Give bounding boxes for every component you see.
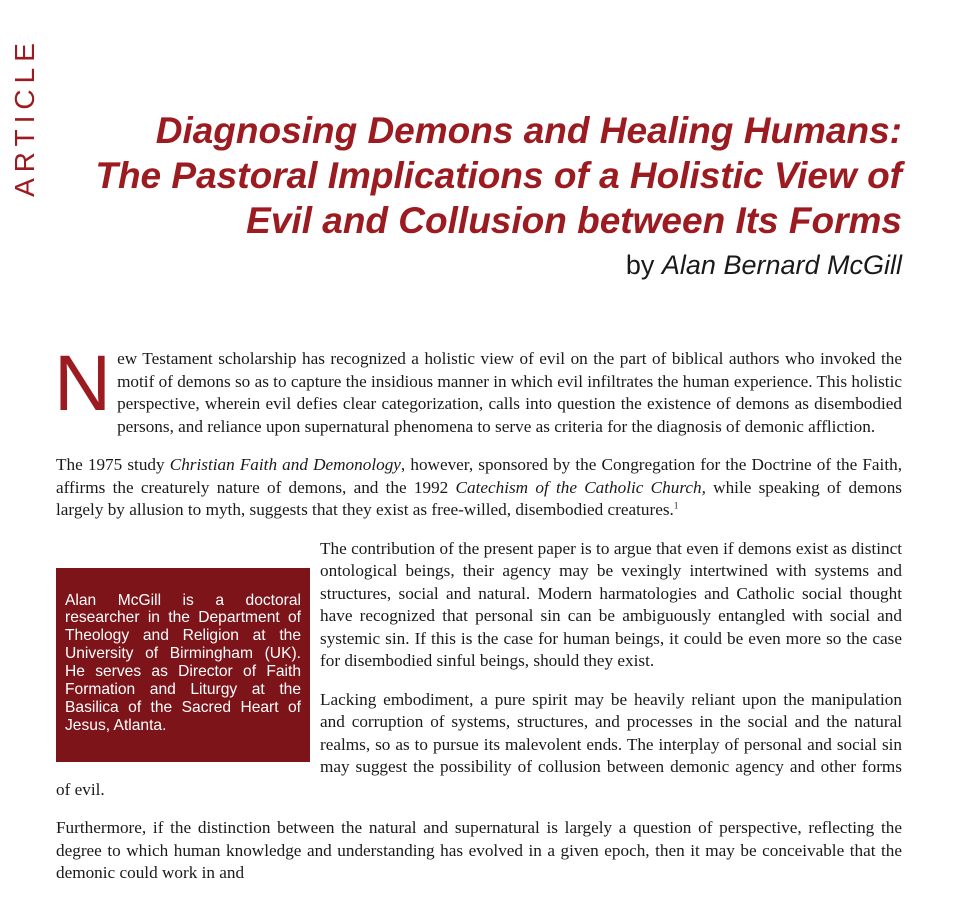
article-body [54,338,902,901]
study-title: Christian Faith and Demonology [169,455,401,474]
drop-cap: N [54,338,112,427]
footnote-marker: 1 [673,500,679,511]
author-bio-box [56,568,310,762]
author-name: Alan Bernard McGill [661,250,902,280]
title-line-1: Diagnosing Demons and Healing Humans: [155,110,902,151]
author-bio-text: Alan McGill is a doctoral researcher in the Department of Theology and Religion at the University of Birmingham (UK). He serves as Director of Faith Formation and Liturgy at the Basilica of the Sacred Heart of Jesus, Atlanta. [65,591,301,734]
byline [626,250,902,281]
title-line-2: The Pastoral Implications of a Holistic View of [95,155,902,196]
paragraph-2 [56,454,902,522]
paragraph-3: The contribution of the present paper is to argue that even if demons exist as distinct ontological beings, their agency may be vexingly intertwined with systems and structures, social and natural. Modern harmatologies and Catholic social thought have recognized that personal sin can be ambiguously entangled with social and systemic sin. If this is the case for human beings, it could be even more so the case for disembodied sinful beings, should they exist. [320,538,902,670]
byline-prefix: by [625,250,655,280]
paragraph-1 [54,338,902,438]
paragraph-5: Furthermore, if the distinction between the natural and supernatural is largely a question of perspective, reflecting the degree to which human knowledge and understanding has evolved in a given epoch, then it may be conceivable that the demonic could work in and [56,818,902,882]
section-label-text: ARTICLE [9,37,40,197]
paragraph-1-text: ew Testament scholarship has recognized a holistic view of evil on the part of biblical authors who invoked the motif of demons so as to capture the insidious manner in which evil infiltrates the human experience. This holistic perspective, wherein evil defies clear categorization, calls into question the existence of demons as disembodied persons, and reliance upon supernatural phenomena to serve as criteria for the diagnosis of demonic affliction. [117,349,902,436]
paragraph-2-text-a: The 1975 study [56,455,170,474]
catechism-title: Catechism of the Catholic Church, [455,477,706,497]
paragraph-2-text-c: , however, sponsored by the Congregation for the Doctrine of the Faith, affirms the creaturely nature of demons, and the 1992 [56,455,902,497]
paragraph-2-text-e: while speaking of demons largely by allusion to myth, suggests that they exist as free-willed, disembodied creatures. [56,477,902,519]
paragraph-4: Lacking embodiment, a pure spirit may be heavily reliant upon the manipulation and corruption of systems, structures, and processes in the social and the natural realms, so as to pursue its malevolent ends. The interplay of personal and social sin may suggest the possibility of collusion between demonic agency and other forms of evil. [56,689,902,799]
section-label [8,37,42,197]
title-line-3: Evil and Collusion between Its Forms [246,200,902,241]
article-title [42,108,902,243]
